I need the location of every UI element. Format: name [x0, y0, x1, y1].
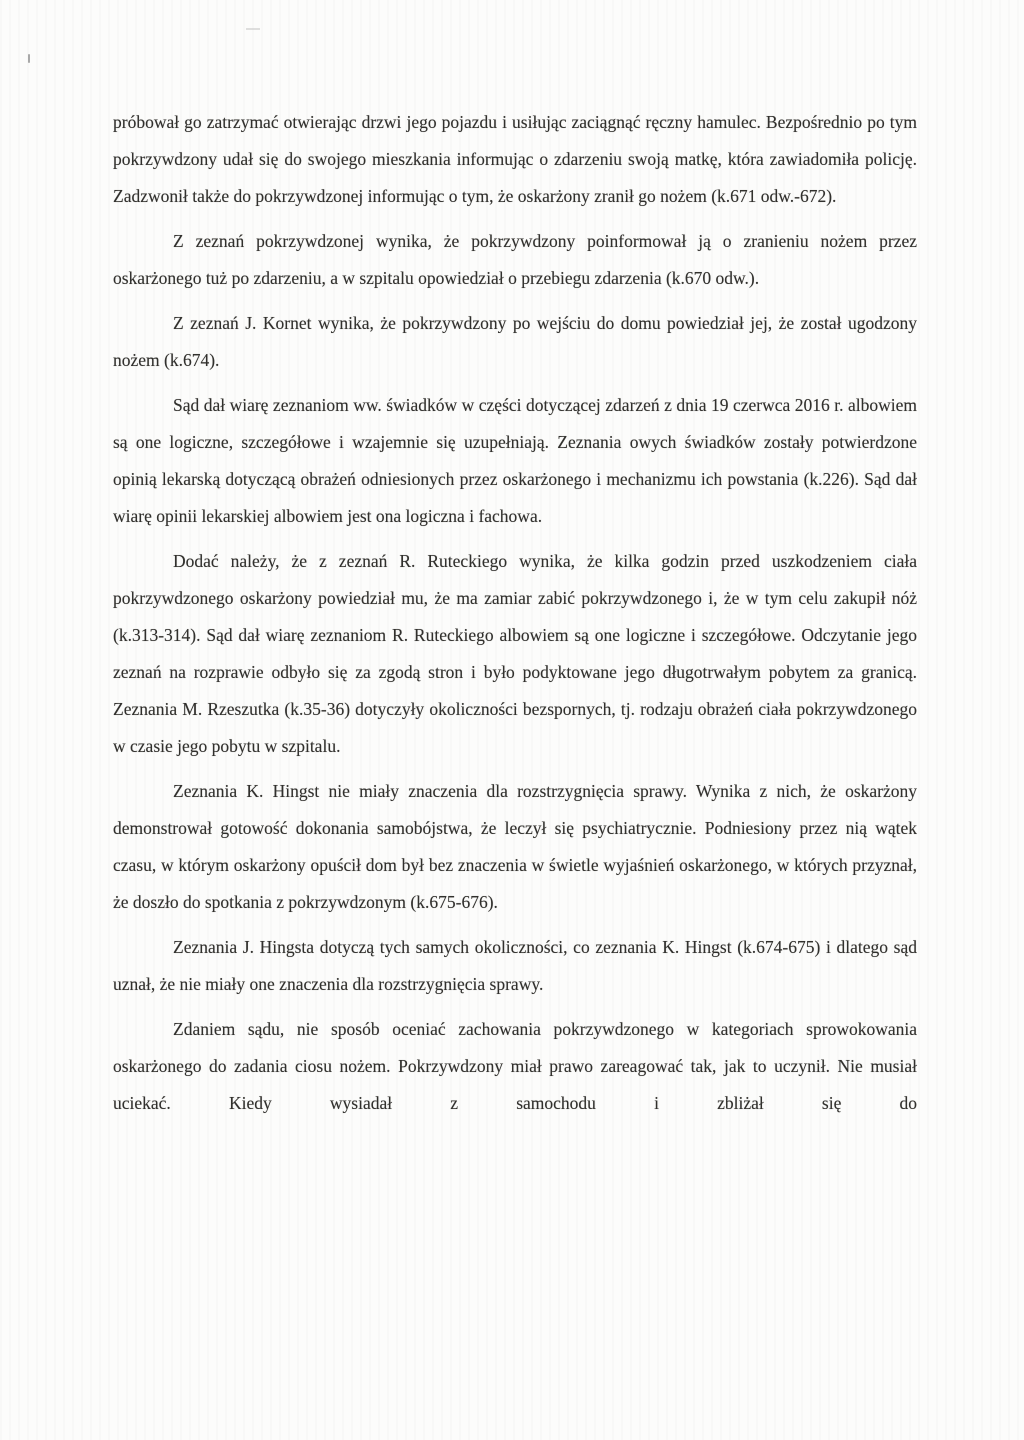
scan-speck-artifact [28, 54, 30, 63]
scan-streak-artifact [246, 28, 260, 30]
paragraph-cut-off: Zdaniem sądu, nie sposób oceniać zachowania pokrzywdzonego w kategoriach sprowokowania oskarżonego do zadania ciosu nożem. Pokrzywdzony miał prawo zareagować tak, jak to uczynił. Nie musiał uciekać. Kiedy wysiadał z samochodu i zbliżał się do [113, 1019, 917, 1113]
paragraph: Zeznania J. Hingsta dotyczą tych samych okoliczności, co zeznania K. Hingst (k.674-675) i dlatego sąd uznał, że nie miały one znaczenia dla rozstrzygnięcia sprawy. [113, 937, 917, 994]
paragraph: Sąd dał wiarę zeznaniom ww. świadków w części dotyczącej zdarzeń z dnia 19 czerwca 2016 r. albowiem są one logiczne, szczegółowe i wzajemnie się uzupełniają. Zeznania owych świadków zostały potwierdzone opinią lekarską dotyczącą obrażeń odniesionych przez oskarżonego i mechanizmu ich powstania (k.226). Sąd dał wiarę opinii lekarskiej albowiem jest ona logiczna i fachowa. [113, 395, 917, 526]
paragraph: Dodać należy, że z zeznań R. Ruteckiego wynika, że kilka godzin przed uszkodzeniem ciała pokrzywdzonego oskarżony powiedział mu, że ma zamiar zabić pokrzywdzonego i, że w tym celu zakupił nóż (k.313-314). Sąd dał wiarę zeznaniom R. Ruteckiego albowiem są one logiczne i szczegółowe. Odczytanie jego zeznań na rozprawie odbyło się za zgodą stron i było podyktowane jego długotrwałym pobytem za granicą. Zeznania M. Rzeszutka (k.35-36) dotyczyły okoliczności bezspornych, tj. rodzaju obrażeń ciała pokrzywdzonego w czasie jego pobytu w szpitalu. [113, 551, 917, 756]
paragraph-continuation: próbował go zatrzymać otwierając drzwi jego pojazdu i usiłując zaciągnąć ręczny hamulec. Bezpośrednio po tym pokrzywdzony udał się do swojego mieszkania informując o zdarzeniu swoją matkę, która zawiadomiła policję. Zadzwonił także do pokrzywdzonej informując o tym, że oskarżony zranił go nożem (k.671 odw.-672). [113, 112, 917, 206]
paragraph: Z zeznań pokrzywdzonej wynika, że pokrzywdzony poinformował ją o zranieniu nożem przez oskarżonego tuż po zdarzeniu, a w szpitalu opowiedział o przebiegu zdarzenia (k.670 odw.). [113, 231, 917, 288]
paragraph: Z zeznań J. Kornet wynika, że pokrzywdzony po wejściu do domu powiedział jej, że został ugodzony nożem (k.674). [113, 313, 917, 370]
document-text-block [113, 104, 917, 1130]
paragraph: Zeznania K. Hingst nie miały znaczenia dla rozstrzygnięcia sprawy. Wynika z nich, że oskarżony demonstrował gotowość dokonania samobójstwa, że leczył się psychiatrycznie. Podniesiony przez nią wątek czasu, w którym oskarżony opuścił dom był bez znaczenia w świetle wyjaśnień oskarżonego, w których przyznał, że doszło do spotkania z pokrzywdzonym (k.675-676). [113, 781, 917, 912]
